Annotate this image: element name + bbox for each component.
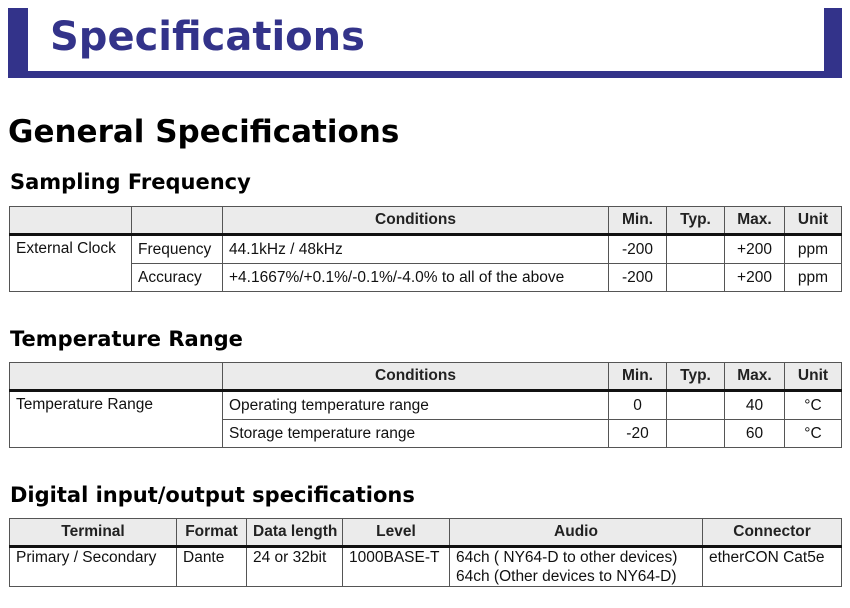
table-header-row — [10, 363, 842, 391]
header-typ: Typ. — [667, 363, 725, 391]
header-max: Max. — [725, 207, 785, 235]
cell-conditions: Storage temperature range — [223, 420, 609, 448]
header-conditions: Conditions — [223, 207, 609, 235]
header-audio: Audio — [450, 519, 703, 547]
header-format: Format — [177, 519, 247, 547]
cell-level: 1000BASE-T — [343, 547, 450, 587]
cell-min: -200 — [609, 264, 667, 292]
header-unit: Unit — [785, 363, 842, 391]
cell-typ — [667, 420, 725, 448]
table-row — [10, 235, 842, 264]
subsection-heading-digital-io: Digital input/output specifications — [10, 483, 415, 507]
cell-max: +200 — [725, 264, 785, 292]
header-cell — [10, 207, 132, 235]
cell-format: Dante — [177, 547, 247, 587]
cell-typ — [667, 235, 725, 264]
cell-max: +200 — [725, 235, 785, 264]
header-cell — [10, 363, 223, 391]
cell-min: -200 — [609, 235, 667, 264]
temperature-range-table — [9, 362, 842, 448]
cell-parameter: Frequency — [132, 235, 223, 264]
cell-typ — [667, 264, 725, 292]
subsection-heading-temperature: Temperature Range — [10, 327, 243, 351]
header-max: Max. — [725, 363, 785, 391]
header-level: Level — [343, 519, 450, 547]
audio-line: 64ch (Other devices to NY64-D) — [456, 568, 677, 585]
page-title: Specifications — [50, 14, 365, 60]
cell-conditions: +4.1667%/+0.1%/-0.1%/-4.0% to all of the above — [223, 264, 609, 292]
cell-parameter: Accuracy — [132, 264, 223, 292]
cell-category: Temperature Range — [10, 391, 223, 448]
table-row — [10, 264, 842, 292]
cell-unit: ppm — [785, 264, 842, 292]
header-min: Min. — [609, 363, 667, 391]
cell-max: 40 — [725, 391, 785, 420]
cell-typ — [667, 391, 725, 420]
header-cell — [132, 207, 223, 235]
header-min: Min. — [609, 207, 667, 235]
cell-data-length: 24 or 32bit — [247, 547, 343, 587]
subsection-heading-sampling: Sampling Frequency — [10, 170, 251, 194]
table-header-row — [10, 207, 842, 235]
cell-min: 0 — [609, 391, 667, 420]
cell-connector: etherCON Cat5e — [703, 547, 842, 587]
title-banner-inner — [28, 8, 824, 71]
cell-unit: °C — [785, 391, 842, 420]
header-conditions: Conditions — [223, 363, 609, 391]
header-typ: Typ. — [667, 207, 725, 235]
table-header-row — [10, 519, 842, 547]
cell-conditions: Operating temperature range — [223, 391, 609, 420]
digital-io-table — [9, 518, 842, 587]
cell-min: -20 — [609, 420, 667, 448]
header-unit: Unit — [785, 207, 842, 235]
cell-terminal: Primary / Secondary — [10, 547, 177, 587]
header-data-length: Data length — [247, 519, 343, 547]
header-connector: Connector — [703, 519, 842, 547]
header-terminal: Terminal — [10, 519, 177, 547]
cell-unit: °C — [785, 420, 842, 448]
section-heading-general: General Specifications — [8, 114, 400, 150]
cell-category: External Clock — [10, 235, 132, 292]
cell-conditions: 44.1kHz / 48kHz — [223, 235, 609, 264]
cell-unit: ppm — [785, 235, 842, 264]
cell-max: 60 — [725, 420, 785, 448]
sampling-frequency-table — [9, 206, 842, 292]
table-row — [10, 547, 842, 587]
title-banner — [8, 8, 842, 78]
cell-audio — [450, 547, 703, 587]
table-row — [10, 391, 842, 420]
audio-line: 64ch ( NY64-D to other devices) — [456, 549, 678, 566]
